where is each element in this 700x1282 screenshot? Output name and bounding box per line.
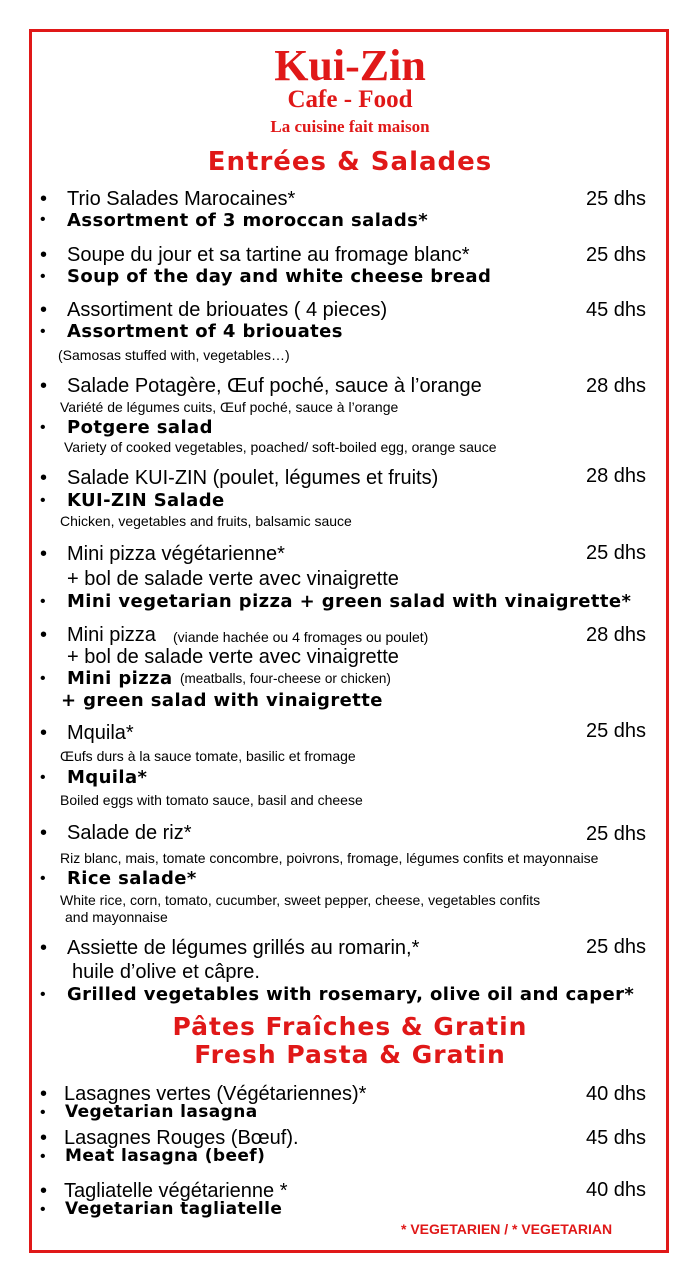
item-name-fr: Mini pizza végétarienne* bbox=[67, 543, 285, 565]
bullet: • bbox=[40, 543, 48, 565]
item-price: 28 dhs bbox=[586, 375, 647, 397]
item-price: 25 dhs bbox=[586, 542, 647, 564]
section-title-pasta-en: Fresh Pasta & Gratin bbox=[194, 1040, 506, 1069]
item-name-en: Rice salade* bbox=[67, 868, 197, 889]
item-name-fr: Assiette de légumes grillés au romarin,* bbox=[67, 937, 420, 959]
item-desc-en-line2: and mayonnaise bbox=[65, 909, 168, 925]
bullet: • bbox=[40, 211, 46, 228]
item-price: 25 dhs bbox=[586, 244, 647, 266]
bullet: • bbox=[40, 593, 46, 610]
restaurant-name: Kui-Zin bbox=[274, 41, 426, 90]
bullet: • bbox=[40, 492, 46, 509]
item-desc-en: Boiled eggs with tomato sauce, basil and cheese bbox=[60, 792, 363, 808]
item-desc-en: Variety of cooked vegetables, poached/ soft-boiled egg, orange sauce bbox=[64, 439, 497, 455]
bullet: • bbox=[40, 1201, 46, 1218]
item-desc-en: White rice, corn, tomato, cucumber, sweet pepper, cheese, vegetables confits bbox=[60, 892, 541, 908]
item-name-en: Mini vegetarian pizza + green salad with vinaigrette* bbox=[67, 591, 632, 612]
item-name-fr: Lasagnes Rouges (Bœuf). bbox=[64, 1127, 299, 1149]
bullet: • bbox=[40, 722, 48, 744]
item-note-fr: (viande hachée ou 4 fromages ou poulet) bbox=[173, 629, 429, 645]
item-name-en: Mquila* bbox=[67, 767, 148, 788]
item-price: 25 dhs bbox=[586, 188, 647, 210]
section-title-pasta: Pâtes Fraîches & Gratin bbox=[172, 1012, 528, 1041]
bullet: • bbox=[40, 1083, 48, 1105]
bullet: • bbox=[40, 244, 48, 266]
item-price: 45 dhs bbox=[586, 299, 647, 321]
bullet: • bbox=[40, 323, 46, 340]
bullet: • bbox=[40, 1104, 46, 1121]
bullet: • bbox=[40, 1127, 48, 1149]
bullet: • bbox=[40, 822, 48, 844]
item-name-fr: Assortiment de briouates ( 4 pieces) bbox=[67, 299, 388, 321]
bullet: • bbox=[40, 419, 46, 436]
item-price: 28 dhs bbox=[586, 624, 647, 646]
item-desc-fr: Œufs durs à la sauce tomate, basilic et fromage bbox=[60, 748, 356, 764]
vegetarian-footnote: * VEGETARIEN / * VEGETARIAN bbox=[401, 1221, 613, 1237]
bullet: • bbox=[40, 268, 46, 285]
item-name-fr-line2: huile d’olive et câpre. bbox=[72, 961, 260, 983]
bullet: • bbox=[40, 1180, 48, 1202]
item-price: 25 dhs bbox=[586, 823, 647, 845]
item-name-en: KUI-ZIN Salade bbox=[67, 490, 225, 511]
item-name-fr: Salade Potagère, Œuf poché, sauce à l’orange bbox=[67, 375, 482, 397]
item-price: 40 dhs bbox=[586, 1083, 647, 1105]
bullet: • bbox=[40, 1148, 46, 1165]
item-name-en: Mini pizza bbox=[67, 668, 173, 689]
item-price: 25 dhs bbox=[586, 720, 647, 742]
section-title-entrees: Entrées & Salades bbox=[207, 147, 493, 177]
item-name-fr: Salade de riz* bbox=[67, 822, 192, 844]
item-desc-fr: Variété de légumes cuits, Œuf poché, sauce à l’orange bbox=[60, 399, 399, 415]
bullet: • bbox=[40, 769, 46, 786]
item-price: 45 dhs bbox=[586, 1127, 647, 1149]
item-name-fr: Lasagnes vertes (Végétariennes)* bbox=[64, 1083, 367, 1105]
item-name-en: Grilled vegetables with rosemary, olive oil and caper* bbox=[67, 984, 635, 1005]
bullet: • bbox=[40, 624, 48, 646]
restaurant-tagline: La cuisine fait maison bbox=[270, 117, 430, 136]
item-name-fr: Soupe du jour et sa tartine au fromage blanc* bbox=[67, 244, 470, 266]
item-name-en: Assortment of 3 moroccan salads* bbox=[67, 210, 429, 231]
item-name-fr: Salade KUI-ZIN (poulet, légumes et fruits) bbox=[67, 467, 439, 489]
bullet: • bbox=[40, 188, 48, 210]
item-name-fr: Trio Salades Marocaines* bbox=[67, 188, 296, 210]
item-name-fr-line2: + bol de salade verte avec vinaigrette bbox=[67, 568, 399, 590]
item-name-en: Meat lasagna (beef) bbox=[65, 1146, 266, 1166]
item-desc-en: Chicken, vegetables and fruits, balsamic sauce bbox=[60, 513, 352, 529]
bullet: • bbox=[40, 670, 46, 687]
item-desc-fr: Riz blanc, mais, tomate concombre, poivrons, fromage, légumes confits et mayonnaise bbox=[60, 850, 599, 866]
item-name-en-line2: + green salad with vinaigrette bbox=[61, 690, 383, 711]
item-name-en: Soup of the day and white cheese bread bbox=[67, 266, 492, 287]
item-name-en: Vegetarian lasagna bbox=[65, 1102, 258, 1122]
item-name-en: Assortment of 4 briouates bbox=[67, 321, 343, 342]
item-name-fr-line2: + bol de salade verte avec vinaigrette bbox=[67, 646, 399, 668]
item-price: 40 dhs bbox=[586, 1179, 647, 1201]
item-name-fr: Mini pizza bbox=[67, 624, 156, 646]
bullet: • bbox=[40, 467, 48, 489]
item-name-en: Vegetarian tagliatelle bbox=[65, 1199, 283, 1219]
bullet: • bbox=[40, 375, 48, 397]
item-note-en: (meatballs, four-cheese or chicken) bbox=[180, 671, 391, 686]
item-name-fr: Mquila* bbox=[67, 722, 134, 744]
bullet: • bbox=[40, 299, 48, 321]
restaurant-subtitle: Cafe - Food bbox=[287, 86, 413, 113]
item-desc-en: (Samosas stuffed with, vegetables…) bbox=[58, 347, 290, 363]
item-name-en: Potgere salad bbox=[67, 417, 213, 438]
item-price: 28 dhs bbox=[586, 465, 647, 487]
bullet: • bbox=[40, 937, 48, 959]
bullet: • bbox=[40, 870, 46, 887]
item-name-fr: Tagliatelle végétarienne * bbox=[64, 1180, 288, 1202]
item-price: 25 dhs bbox=[586, 936, 647, 958]
bullet: • bbox=[40, 986, 46, 1003]
